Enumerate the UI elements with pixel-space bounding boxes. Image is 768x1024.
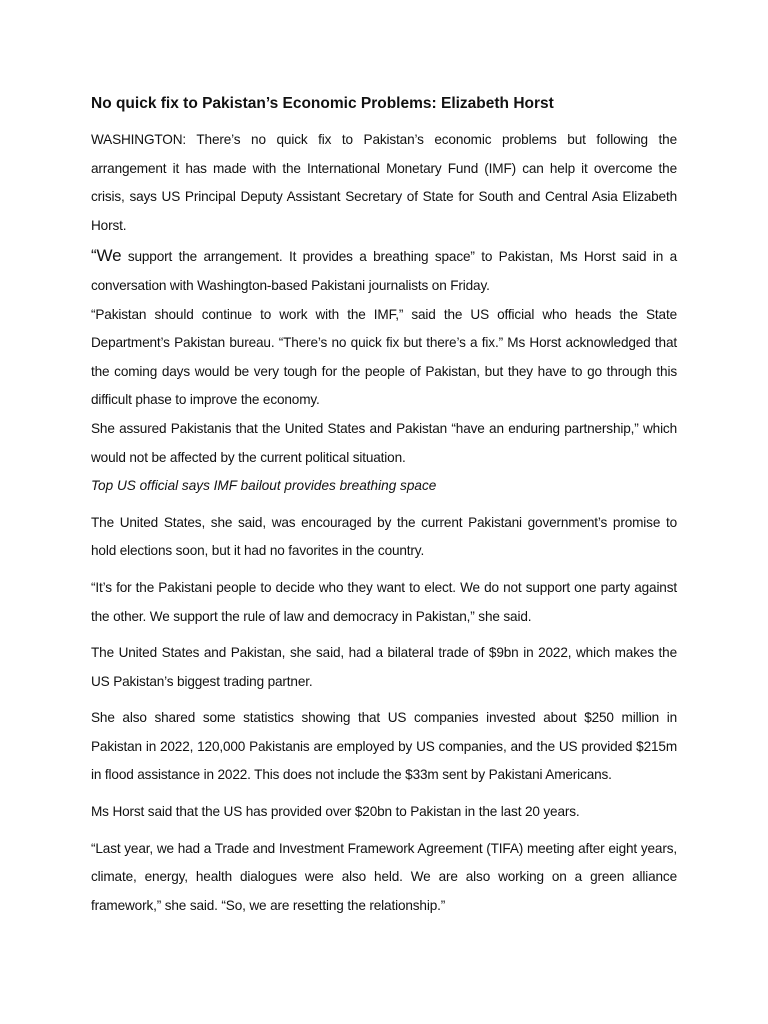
paragraph-3: “Pakistan should continue to work with the IMF,” said the US official who heads the State Department’s Pakistan bureau. “There’s no quick fix but there’s a fix.” Ms Horst acknowledged that the coming days would be very tough for the people of Pakistan, but they have to go through this difficult phase to improve the economy. <box>91 306 677 408</box>
paragraph-1: WASHINGTON: There’s no quick fix to Pakistan’s economic problems but following the arrangement it has made with the International Monetary Fund (IMF) can help it overcome the crisis, says US Principal Deputy Assistant Secretary of State for South and Central Asia Elizabeth Horst. <box>91 132 677 233</box>
paragraph-4: She assured Pakistanis that the United States and Pakistan “have an enduring partnership,” which would not be affected by the current political situation. <box>91 420 677 465</box>
paragraph-2-lead: “We <box>91 246 122 266</box>
paragraph-9: Ms Horst said that the US has provided over $20bn to Pakistan in the last 20 years. <box>91 804 580 820</box>
paragraph-8: She also shared some statistics showing that US companies invested about $250 million in Pakistan in 2022, 120,000 Pakistanis are employed by US companies, and the US provided $215m in flood assistance in 2022. This does not include the $33m sent by Pakistani Americans. <box>91 710 677 783</box>
paragraph-2 <box>91 242 677 300</box>
article <box>91 93 677 920</box>
subheading: Top US official says IMF bailout provides breathing space <box>91 478 437 494</box>
paragraph-6: “It’s for the Pakistani people to decide who they want to elect. We do not support one party against the other. We support the rule of law and democracy in Pakistan,” she said. <box>91 579 677 624</box>
article-title: No quick fix to Pakistan’s Economic Problems: Elizabeth Horst <box>91 95 554 112</box>
paragraph-2-rest: support the arrangement. It provides a breathing space” to Pakistan, Ms Horst said in a conversation with Washington-based Pakistani journalists on Friday. <box>91 249 677 293</box>
paragraph-10: “Last year, we had a Trade and Investment Framework Agreement (TIFA) meeting after eight years, climate, energy, health dialogues were also held. We are also working on a green alliance framework,” she said. “So, we are resetting the relationship.” <box>91 840 677 913</box>
paragraph-5: The United States, she said, was encouraged by the current Pakistani government’s promise to hold elections soon, but it had no favorites in the country. <box>91 514 677 559</box>
paragraph-7: The United States and Pakistan, she said, had a bilateral trade of $9bn in 2022, which makes the US Pakistan’s biggest trading partner. <box>91 645 677 689</box>
